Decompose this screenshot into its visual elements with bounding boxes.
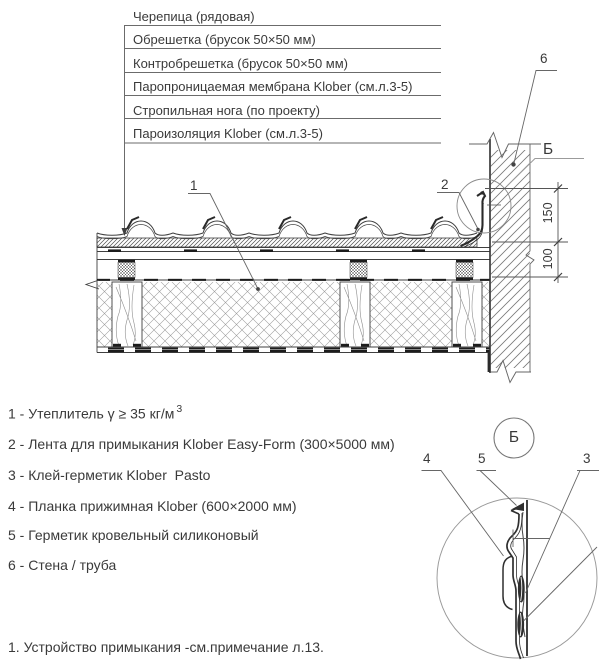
legend-item-glue: 3 - Клей-герметик Klober Pasto: [8, 466, 211, 483]
callout-insulation: 1: [190, 178, 198, 193]
counter-batten-block: [118, 260, 135, 280]
layer-label-vapour-barrier: Пароизоляция Klober (см.л.3-5): [133, 126, 323, 141]
rafter-section: [112, 282, 142, 347]
detail-section-mark: Б: [508, 429, 520, 446]
legend-item-insulation: [8, 403, 183, 422]
dimension-100: 100: [541, 248, 556, 270]
legend-item-strip: 4 - Планка прижимная Klober (600×2000 мм): [8, 497, 297, 514]
roof-tiles: [97, 217, 477, 252]
legend-item-wall: 6 - Стена / труба: [8, 557, 117, 573]
membrane-dashes: [97, 278, 490, 281]
detail-view: [437, 418, 597, 659]
rafter-section: [452, 282, 482, 347]
detail-callout-strip: 4: [423, 451, 431, 466]
layer-label-battens: Обрешетка (брусок 50×50 мм): [133, 32, 316, 47]
detail-leaders: [422, 471, 600, 622]
layer-label-tiles: Черепица (рядовая): [133, 8, 255, 24]
legend-superscript: 3: [176, 403, 183, 415]
legend-item-sealant: 5 - Герметик кровельный силиконовый: [8, 527, 259, 543]
legend-item-tape: 2 - Лента для примыкания Klober Easy-Form (300×5000 мм): [8, 435, 395, 452]
legend-text: 1 - Утеплитель γ ≥ 35 кг/м: [8, 405, 175, 422]
insulation-layer: [97, 233, 490, 353]
layer-label-rafter: Стропильная нога (по проекту): [133, 102, 320, 118]
section-mark: Б: [543, 141, 554, 158]
dimension-150: 150: [541, 202, 556, 224]
rafter-section: [340, 282, 370, 347]
layer-label-counterbattens: Контробрешетка (брусок 50×50 мм): [133, 55, 349, 71]
layer-label-membrane: Паропроницаемая мембрана Klober (см.л.3-5): [133, 79, 413, 94]
callout-wall: 6: [540, 51, 548, 66]
detail-callout-sealant: 5: [478, 451, 486, 466]
detail-callout-glue: 3: [583, 451, 591, 466]
footnote: 1. Устройство примыкания -см.примечание л.13.: [8, 639, 324, 655]
counter-batten-block: [350, 260, 367, 280]
counter-batten-block: [456, 260, 473, 280]
vapour-barrier-dashes: [97, 348, 490, 353]
callout-tape: 2: [441, 177, 449, 192]
